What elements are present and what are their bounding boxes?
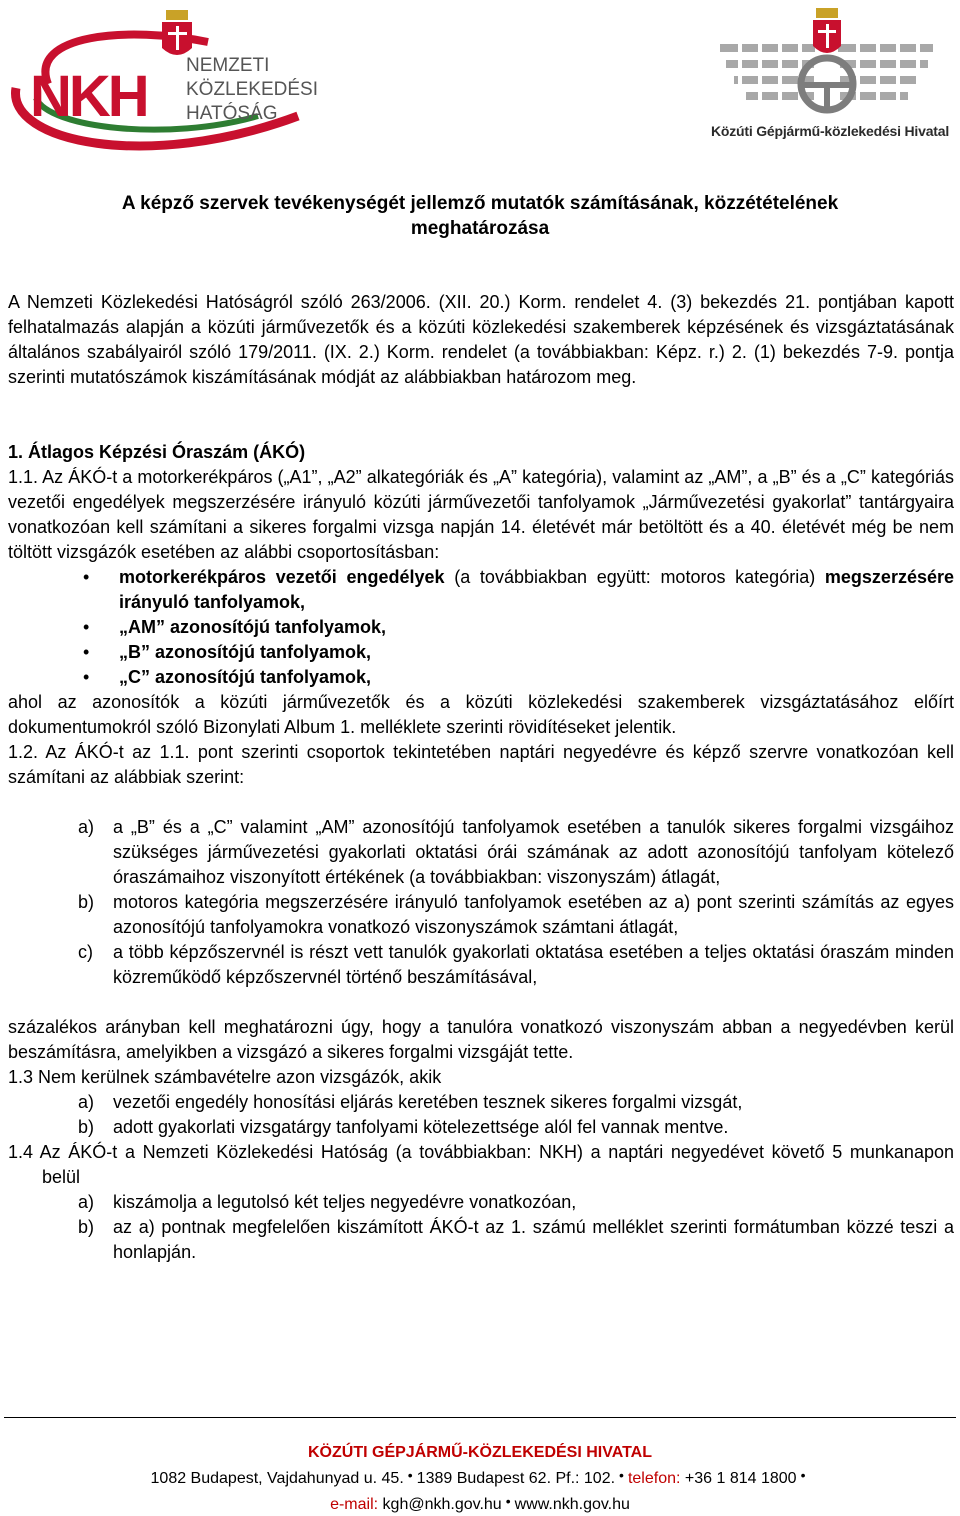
document-title [60, 191, 900, 241]
nkh-line2-text: KÖZLEKEDÉSI [186, 79, 318, 100]
p13-item-list [8, 1090, 954, 1140]
paragraph-1-4: 1.4 Az ÁKÓ-t a Nemzeti Közlekedési Hatóság (a továbbiakban: NKH) a naptári negyedévet követő 5 munkanapon belül [8, 1142, 954, 1187]
footer-phone-label: telefon: [627, 1470, 681, 1487]
bullet-item [8, 565, 954, 615]
bullet-bold-text: „AM” azonosítójú tanfolyamok, [119, 617, 387, 637]
footer-email-label: e-mail: [330, 1496, 379, 1513]
nkh-abbr-text: NKH [30, 64, 147, 129]
list-item [8, 1215, 954, 1265]
footer-address-1: 1082 Budapest, Vajdahunyad u. 45. [150, 1470, 404, 1487]
p12-item-list [8, 815, 954, 990]
bullet-bold-text: motorkerékpáros vezetői engedélyek [119, 567, 445, 587]
list-marker: a) [78, 1192, 95, 1212]
bullet-bold-text: „B” azonosítójú tanfolyamok, [119, 642, 372, 662]
list-item-text: vezetői engedély honosítási eljárás keretében tesznek sikeres forgalmi vizsgát, [113, 1092, 743, 1112]
bullet-normal-text: (a továbbiakban együtt: motoros kategória) [444, 567, 825, 587]
bullet-separator-icon: • [505, 1493, 511, 1509]
footer-email-link[interactable]: kgh@nkh.gov.hu [382, 1496, 502, 1513]
nkh-line1-text: NEMZETI [186, 55, 270, 76]
list-item-text: adott gyakorlati vizsgatárgy tanfolyami kötelezettsége alól fel vannak mentve. [113, 1117, 729, 1137]
list-marker: a) [78, 817, 95, 837]
list-item [8, 1090, 954, 1115]
paragraph-1-1: 1.1. Az ÁKÓ-t a motorkerékpáros („A1”, „A2” alkategóriák és „A” kategória), valamint az „AM”, a „B” és a „C” kategóriás vezetői engedélyek megszerzésére irányuló közúti járművezetői tanfolyamok „Járművezetési gyakorlat” tantárgyaira vonatkozóan kell számítani a sikeres forgalmi vizsga napján 14. életévét már betöltött és a 40. életévét még be nem töltött vizsgázók esetében az alábbi csoportosításban: [8, 467, 954, 562]
nkh-logo [8, 4, 318, 162]
bullet-item [8, 665, 954, 690]
footer-web-link[interactable]: www.nkh.gov.hu [514, 1496, 630, 1513]
footer-org: KÖZÚTI GÉPJÁRMŰ-KÖZLEKEDÉSI HIVATAL [308, 1444, 652, 1461]
list-item [8, 940, 954, 990]
list-item-text: a több képzőszervnél is részt vett tanulók gyakorlati oktatása esetében a teljes oktatási óraszám minden közreműködő képzőszervnél történő beszámításával, [113, 942, 954, 987]
title-line-2: meghatározása [410, 218, 550, 239]
footer-phone: +36 1 814 1800 [684, 1470, 797, 1487]
section-1-heading: 1. Átlagos Képzési Óraszám (ÁKÓ) [8, 442, 306, 462]
list-marker: b) [78, 1117, 95, 1137]
page-footer [0, 1441, 960, 1516]
list-marker: a) [78, 1092, 95, 1112]
list-item-text: motoros kategória megszerzésére irányuló tanfolyamok esetében az a) pont szerinti számítás az egyes azonosítójú tanfolyamokra vonatkozó viszonyszámok számtani átlagát, [113, 892, 954, 937]
list-item [8, 815, 954, 890]
list-item [8, 1115, 954, 1140]
footer-address-2: 1389 Budapest 62. Pf.: 102. [416, 1470, 616, 1487]
bullet-bold-text-2: megszerzésére irányuló tanfolyamok, [119, 567, 954, 612]
bullet-item [8, 615, 954, 640]
kgh-name-text: Közúti Gépjármű-közlekedési Hivatal [710, 123, 950, 139]
after-bullets-paragraph: ahol az azonosítók a közúti járművezetők és a közúti közlekedési szakemberek vizsgáztatásához előírt dokumentumokról szóló Bizonylati Album 1. melléklete szerinti rövidítéseket jelentik. [8, 692, 954, 737]
footer-contact-line [0, 1464, 960, 1490]
list-item [8, 1190, 954, 1215]
list-item [8, 890, 954, 940]
paragraph-1-3: 1.3 Nem kerülnek számbavételre azon vizsgázók, akik [8, 1067, 442, 1087]
list-marker: b) [78, 892, 95, 912]
bullet-separator-icon: • [407, 1467, 413, 1483]
intro-paragraph: A Nemzeti Közlekedési Hatóságról szóló 263/2006. (XII. 20.) Korm. rendelet 4. (3) bekezdés 21. pontjában kapott felhatalmazás alapján a közúti járművezetők és a közúti közlekedési szakemberek képzésének és vizsgáztatásának általános szabályairól szóló 179/2011. (IX. 2.) Korm. rendelet (a továbbiakban: Képz. r.) 2. (1) bekezdés 7-9. pontja szerinti mutatószámok kiszámításának módját az alábbiakban határozom meg. [8, 292, 954, 387]
list-item-text: az a) pontnak megfelelően kiszámított ÁKÓ-t az 1. számú melléklet szerinti formátumban közzé teszi a honlapján. [113, 1217, 954, 1262]
bullet-item [8, 640, 954, 665]
title-line-1: A képző szervek tevékenységét jellemző mutatók számításának, közzétételének [121, 193, 839, 214]
list-marker: b) [78, 1217, 95, 1237]
bullet-separator-icon: • [800, 1467, 806, 1483]
p12-after-paragraph: százalékos arányban kell meghatározni úgy, hogy a tanulóra vonatkozó viszonyszám abban a negyedévben kerül beszámításra, amelyikben a vizsgázó a sikeres forgalmi vizsgáját tette. [8, 1017, 954, 1062]
p14-item-list [8, 1190, 954, 1265]
document-body [8, 290, 954, 1265]
list-item-text: kiszámolja a legutolsó két teljes negyedévre vonatkozóan, [113, 1192, 577, 1212]
bullet-bold-text: „C” azonosítójú tanfolyamok, [119, 667, 372, 687]
nkh-line3-text: HATÓSÁG [186, 103, 278, 124]
paragraph-1-2: 1.2. Az ÁKÓ-t az 1.1. pont szerinti csoportok tekintetében naptári negyedévre és képző szervre vonatkozóan kell számítani az alábbiak szerint: [8, 742, 954, 787]
list-marker: c) [78, 942, 93, 962]
footer-web-line [0, 1490, 960, 1516]
bullet-separator-icon: • [619, 1467, 624, 1483]
footer-divider [4, 1417, 956, 1418]
category-bullet-list [8, 565, 954, 690]
list-item-text: a „B” és a „C” valamint „AM” azonosítójú tanfolyamok esetében a tanulók sikeres forgalmi vizsgáihoz szükséges járművezetési gyakorlati oktatási órái számának az adott azonosítójú tanfolyam kötelező óraszámaihoz viszonyított értékének (a továbbiakban: viszonyszám) átlagát, [113, 817, 954, 887]
